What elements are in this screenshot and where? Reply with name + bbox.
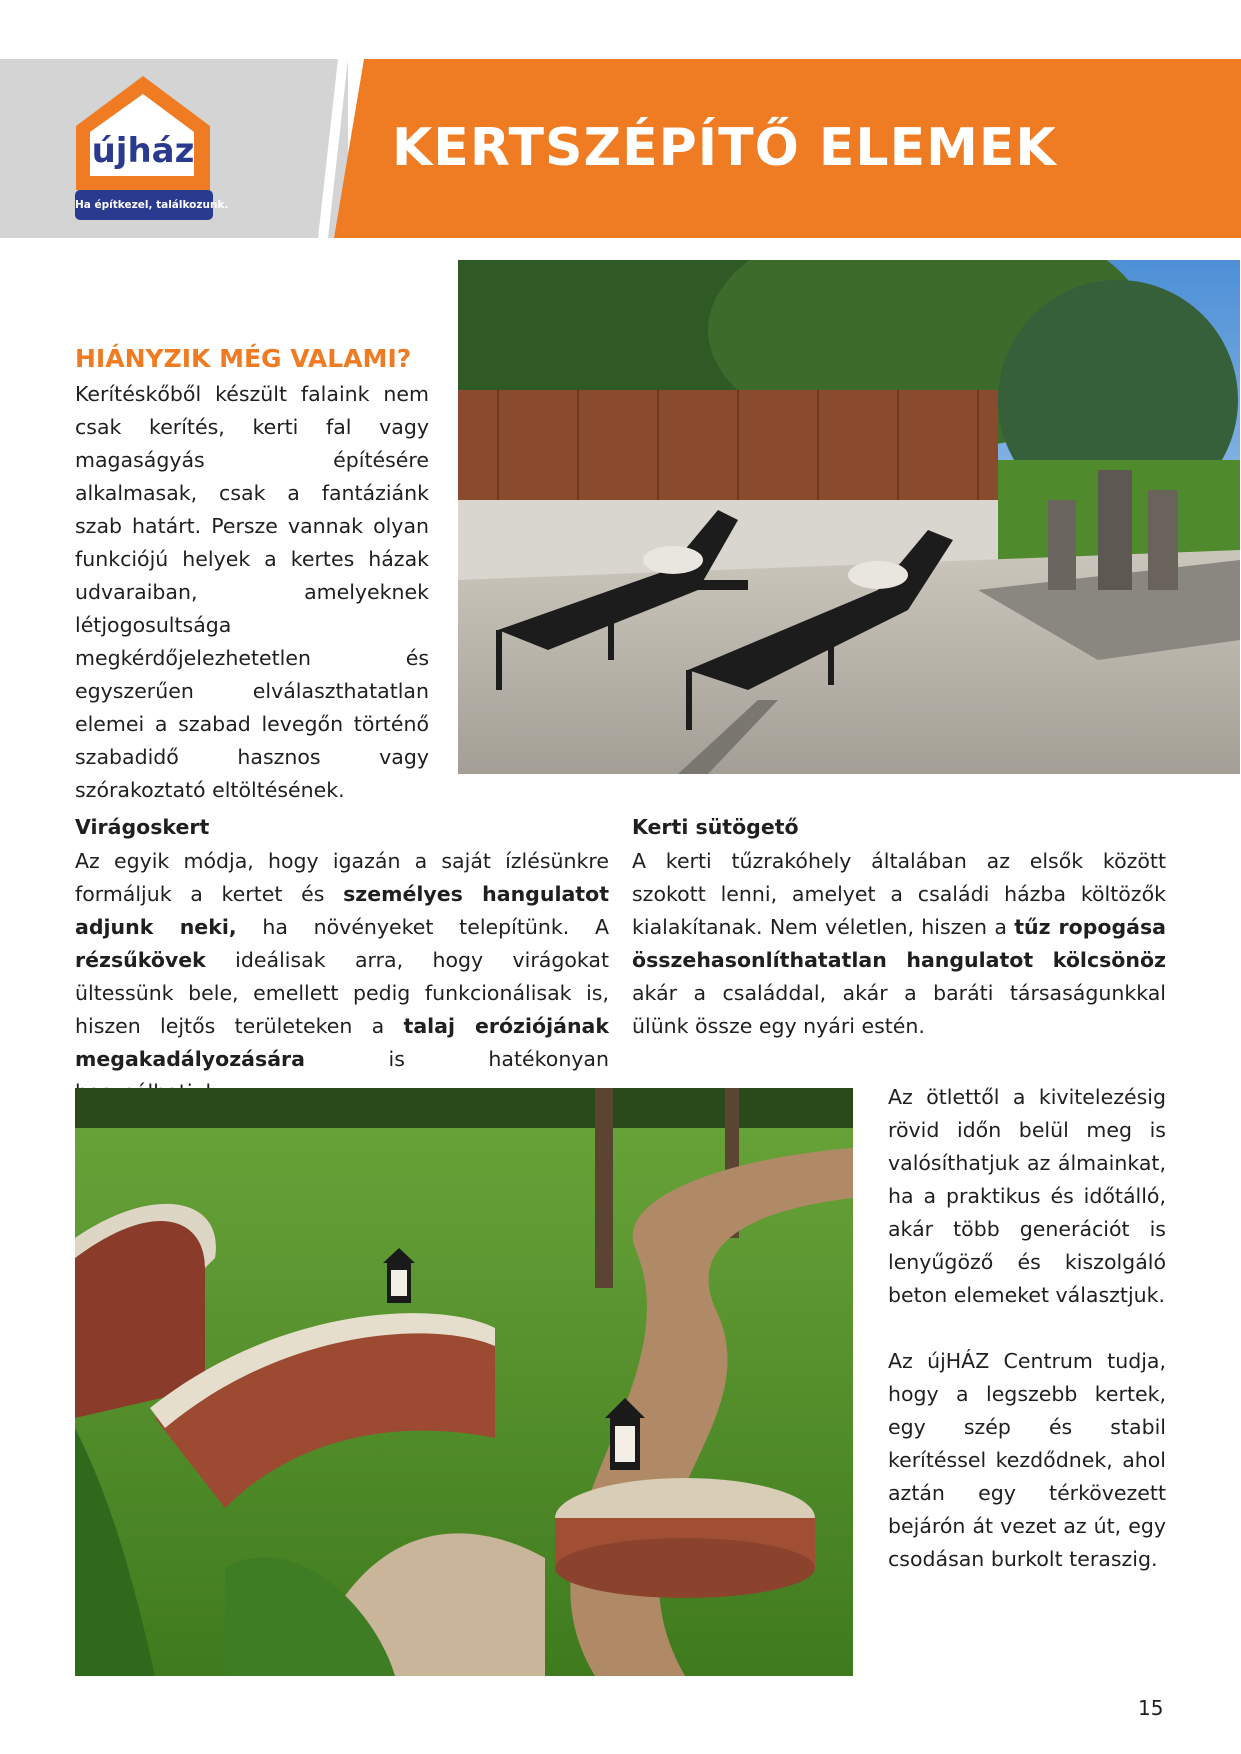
patio-photo (458, 260, 1240, 774)
sutogeto-text: A kerti tűzrakóhely általában az elsők között szokott lenni, amelyet a családi házba költözők kialakítanak. Nem véletlen, hiszen a tűz ropogása összehasonlíthatatlan hangulatot kölcsönöz akár a családdal, akár a baráti társaságunkkal ülünk össze egy nyári estén. (632, 849, 1166, 1038)
viragoskert-text: Az egyik módja, hogy igazán a saját ízlésünkre formáljuk a kertet és személyes hangulatot adjunk neki, ha növényeket telepítünk. A rézsűkövek ideálisak arra, hogy virágokat ültessünk bele, emellett pedig funkcionálisak is, hiszen lejtős területeken a talaj eróziójának megakadályozására is hatékonyan (75, 849, 610, 1071)
page-title: KERTSZÉPÍTŐ ELEMEK (392, 118, 1057, 178)
svg-text:újház: újház (91, 131, 195, 171)
intro-text: Kerítéskőből készült falaink nem csak kerítés, kerti fal vagy magaságyás építésére alkalmasak, csak a fantáziánk szab határt. Persze vannak olyan funkciójú helyek a kertes házak udvaraiban, amelyeknek létjogosultsága megkérdőjelezhetetlen és egyszerűen elválaszthatatlan elemei a szabad levegőn történő szabadidő hasznos vagy szórakoztató eltöltésének. (75, 382, 429, 802)
side-text-1: Az ötlettől a kivitelezésig rövid időn belül meg is valósíthatjuk az álmainkat, ha a praktikus és időtálló, akár több generációt is lenyűgöző és kiszolgáló beton elemeket választjuk. (888, 1085, 1166, 1307)
intro-title: HIÁNYZIK MÉG VALAMI? (75, 344, 412, 373)
viragoskert-title: Virágoskert (75, 815, 210, 839)
garden-photo (75, 1088, 853, 1676)
logo-tagline: Ha építkezel, találkozunk. (75, 190, 213, 220)
page-number: 15 (1138, 1696, 1164, 1720)
side-text-2: Az újHÁZ Centrum tudja, hogy a legszebb kertek, egy szép és stabil kerítéssel kezdődnek, ahol aztán egy térkövezett bejárón át vezet az út, egy csodásan burkolt teraszig. (888, 1349, 1166, 1571)
sutogeto-title: Kerti sütögető (632, 815, 799, 839)
